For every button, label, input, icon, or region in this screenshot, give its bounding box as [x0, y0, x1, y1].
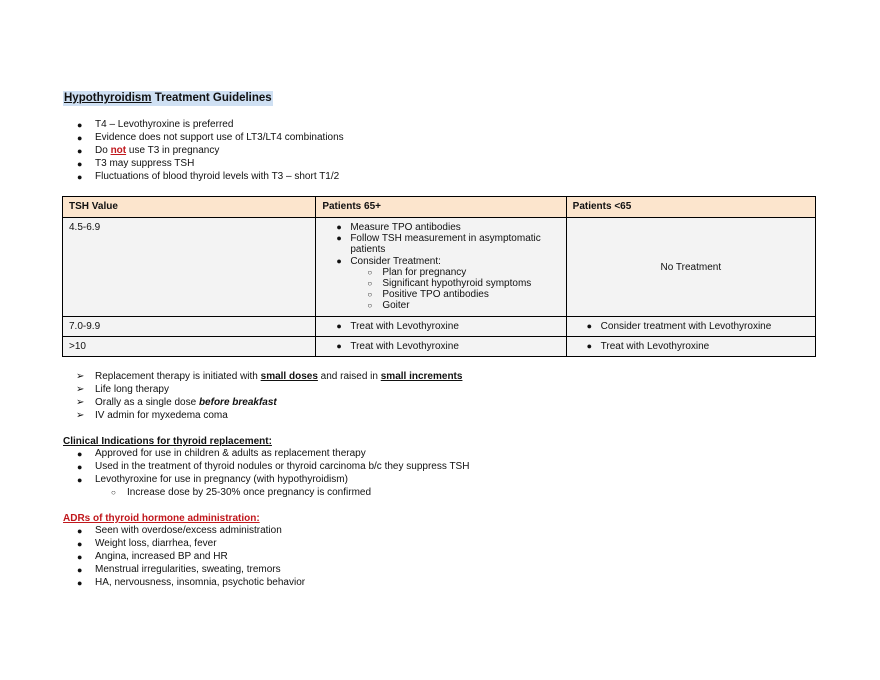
bullet-circle-icon: ○ — [367, 279, 373, 289]
bullet-dot-icon: ● — [77, 158, 83, 169]
title-rest: Treatment Guidelines — [151, 92, 272, 104]
bullet-dot-icon: ● — [336, 341, 342, 352]
under65-cell: ● Consider treatment with Levothyroxine — [566, 317, 815, 337]
table-row — [63, 218, 816, 317]
list-item: ● T3 may suppress TSH — [77, 157, 195, 169]
bullet-dot-icon: ● — [77, 132, 83, 143]
list-item: ● T4 – Levothyroxine is preferred — [77, 119, 234, 130]
bullet-dot-icon: ● — [77, 538, 83, 549]
bullet-dot-icon: ● — [77, 449, 83, 459]
list-item: ➢ IV admin for myxedema coma — [76, 409, 228, 421]
bullet-dot-icon: ● — [77, 171, 83, 182]
list-item: ● HA, nervousness, insomnia, psychotic behavior — [77, 576, 306, 588]
bullet-dot-icon: ● — [336, 255, 342, 266]
list-item: ● Menstrual irregularities, sweating, tremors — [77, 563, 281, 575]
tsh-cell: 7.0-9.9 — [63, 317, 316, 337]
emphasis-not: not — [110, 144, 127, 156]
under65-cell: No Treatment — [566, 218, 815, 317]
arrow-bullet-icon: ➢ — [76, 396, 85, 408]
list-item: ➢ Life long therapy — [76, 383, 169, 395]
tsh-cell: 4.5-6.9 — [63, 218, 316, 317]
arrow-bullet-icon: ➢ — [76, 409, 85, 421]
list-item: ● Evidence does not support use of LT3/LT4 combinations — [77, 131, 344, 143]
list-item: ● Do not use T3 in pregnancy — [77, 144, 220, 156]
list-item: ● Levothyroxine for use in pregnancy (with hypothyroidism) — [77, 473, 348, 485]
bullet-dot-icon: ● — [77, 526, 83, 536]
bullet-dot-icon: ● — [336, 321, 342, 331]
tsh-treatment-table — [62, 196, 816, 357]
table-row — [63, 337, 816, 357]
p65-cell: ● Treat with Levothyroxine — [316, 317, 566, 337]
list-item: ● Approved for use in children & adults as replacement therapy — [77, 448, 366, 459]
list-item: ● Seen with overdose/excess administration — [77, 525, 282, 536]
arrow-bullet-list — [63, 371, 462, 423]
list-item: ● Angina, increased BP and HR — [77, 550, 228, 562]
list-item: ○ Increase dose by 25-30% once pregnancy is confirmed — [111, 486, 372, 498]
list-item: ➢ Replacement therapy is initiated with small doses and raised in small increments — [76, 371, 463, 382]
p65-cell: ● Measure TPO antibodies ● Follow TSH measurement in asymptomatic patients ● Consider Treatment: ○ Plan for pregnancy ○ Significant hypothyroid symptoms ○ Positive TPO antibodies ○ Goiter — [316, 218, 566, 317]
page-title — [63, 91, 273, 106]
table-row — [63, 317, 816, 337]
title-underlined: Hypothyroidism — [64, 92, 152, 104]
table-header-row — [63, 197, 816, 218]
bullet-dot-icon: ● — [77, 551, 83, 562]
list-item: ● Fluctuations of blood thyroid levels with T3 – short T1/2 — [77, 170, 340, 182]
under65-cell: ● Treat with Levothyroxine — [566, 337, 815, 357]
bullet-dot-icon: ● — [586, 341, 593, 352]
header-patients-65-plus: Patients 65+ — [316, 197, 566, 218]
header-patients-under-65: Patients <65 — [566, 197, 815, 218]
bullet-circle-icon: ○ — [367, 290, 373, 300]
bullet-dot-icon: ● — [336, 222, 342, 232]
bullet-circle-icon: ○ — [367, 301, 373, 311]
bullet-dot-icon: ● — [77, 145, 83, 156]
adrs-heading: ADRs of thyroid hormone administration: — [63, 513, 260, 524]
bullet-dot-icon: ● — [77, 577, 83, 588]
intro-bullet-list — [63, 119, 344, 184]
clinical-indications-list — [63, 448, 469, 500]
list-item: ● Weight loss, diarrhea, fever — [77, 537, 217, 549]
bullet-dot-icon: ● — [586, 321, 593, 331]
adrs-list — [63, 525, 305, 590]
bullet-dot-icon: ● — [77, 474, 83, 485]
bullet-dot-icon: ● — [77, 564, 83, 575]
bullet-circle-icon: ○ — [111, 487, 116, 497]
bullet-dot-icon: ● — [77, 120, 83, 130]
clinical-indications-heading: Clinical Indications for thyroid replacement: — [63, 436, 272, 447]
bullet-dot-icon: ● — [77, 461, 83, 472]
header-tsh-value: TSH Value — [63, 197, 316, 218]
p65-cell: ● Treat with Levothyroxine — [316, 337, 566, 357]
bullet-dot-icon: ● — [336, 233, 342, 244]
arrow-bullet-icon: ➢ — [76, 383, 85, 395]
tsh-cell: >10 — [63, 337, 316, 357]
arrow-bullet-icon: ➢ — [76, 371, 85, 382]
list-item: ● Used in the treatment of thyroid nodules or thyroid carcinoma b/c they suppress TSH — [77, 460, 470, 472]
bullet-circle-icon: ○ — [367, 267, 373, 277]
list-item: ➢ Orally as a single dose before breakfast — [76, 396, 277, 408]
